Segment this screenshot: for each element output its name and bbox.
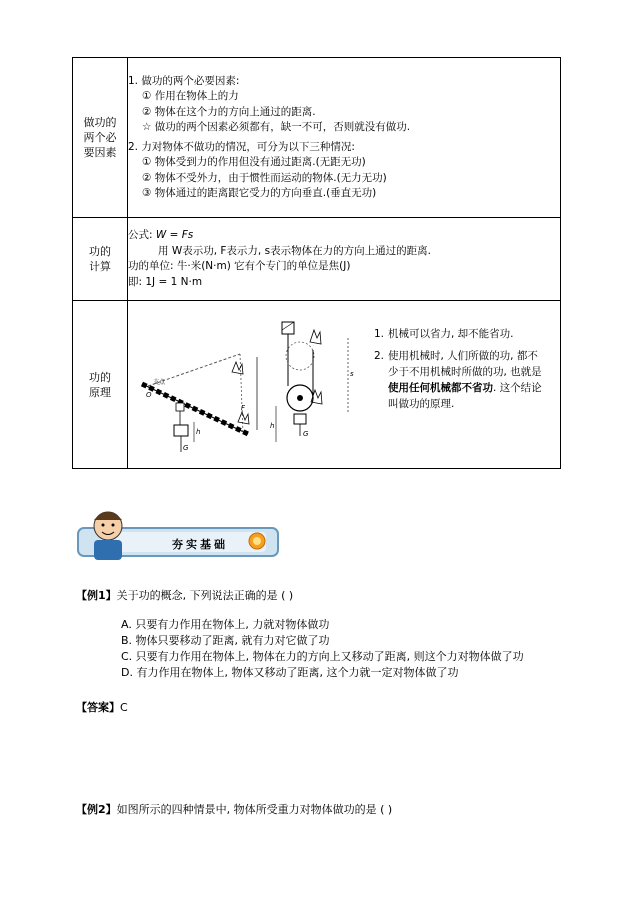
formula-prefix: 公式: — [128, 229, 156, 241]
item-number: 2. — [374, 349, 385, 362]
option-b: B. 物体只要移动了距离, 就有力对它做了功 — [121, 634, 330, 647]
machine-figure — [128, 302, 368, 468]
example1-answer — [76, 700, 128, 716]
label-line: 原理 — [89, 385, 111, 399]
principle-item — [374, 326, 544, 342]
work-principle-content — [128, 301, 561, 469]
lever-illustration — [142, 354, 257, 452]
text-line: ③ 物体通过的距离跟它受力的方向垂直.(垂直无功) — [142, 187, 377, 199]
text-line: ② 物体在这个力的方向上通过的距离. — [142, 105, 316, 118]
example1-question — [76, 588, 293, 604]
formula: W = Fs — [155, 229, 194, 241]
row-label-work-factors — [73, 58, 128, 218]
row-work-calculation — [73, 218, 561, 301]
option-c: C. 只要有力作用在物体上, 物体在力的方向上又移动了距离, 则这个力对物体做了功 — [121, 650, 524, 663]
row-work-factors — [73, 58, 561, 218]
formula-line — [128, 228, 560, 244]
text-line: 功的单位: 牛·米(N·m) 它有个专门的单位是焦(J) — [128, 260, 351, 272]
principle-item — [374, 348, 544, 412]
text-line: 即: 1J = 1 N·m — [128, 275, 203, 288]
item-text: 机械可以省力, 却不能省功. — [388, 327, 514, 340]
knowledge-table — [72, 57, 561, 469]
text-line: 1. 做功的两个必要因素: — [128, 74, 240, 87]
label-line: 功的 — [89, 370, 111, 384]
weight-label-lever: G — [183, 443, 189, 452]
point-o-label: O — [146, 390, 152, 399]
label-line: 计算 — [89, 260, 111, 273]
banner-title: 夯实基础 — [172, 538, 228, 551]
principle-list — [374, 326, 544, 418]
example2-question — [76, 802, 392, 818]
label-line: 两个必 — [83, 131, 117, 144]
force-label-lever: F — [241, 403, 246, 412]
example1-tag: 【例1】 — [76, 589, 117, 602]
work-calculation-content — [128, 218, 561, 301]
distance-label: s — [350, 369, 354, 378]
text-line: 用 W表示功, F表示力, s表示物体在力的方向上通过的距离. — [158, 244, 431, 257]
text-line: ☆ 做功的两个因素必须都有，缺一不可，否则就没有做功. — [142, 121, 411, 133]
height-label: h — [196, 427, 201, 436]
text-line: ① 作用在物体上的力 — [142, 90, 239, 102]
weight-label-pulley: G — [303, 429, 309, 438]
item-number: 1. — [374, 327, 385, 340]
item-text: . 这个结论叫做功的原理. — [388, 381, 542, 410]
fulcrum-label: 支点 — [153, 378, 166, 386]
text-line: 2. 力对物体不做功的情况，可分为以下三种情况: — [128, 140, 355, 153]
option-d: D. 有力作用在物体上, 物体又移动了距离, 这个力就一定对物体做了功 — [121, 666, 459, 679]
example2-tag: 【例2】 — [76, 803, 117, 816]
example2-question-text: 如图所示的四种情景中, 物体所受重力对物体做功的是 ( ) — [116, 803, 393, 816]
answer-value: C — [120, 701, 128, 714]
pulley-illustration — [270, 322, 354, 442]
work-factors-content — [128, 58, 561, 218]
text-line: ② 物体不受外力，由于惯性而运动的物体.(无力无功) — [142, 171, 387, 184]
row-work-principle — [73, 301, 561, 469]
answer-tag: 【答案】 — [76, 701, 120, 714]
section-banner — [72, 504, 284, 562]
label-line: 功的 — [89, 245, 111, 258]
text-line: ① 物体受到力的作用但没有通过距离.(无距无功) — [142, 156, 366, 168]
label-line: 要因素 — [83, 146, 117, 159]
row-label-work-calculation — [73, 218, 128, 301]
row-label-work-principle — [73, 301, 128, 469]
example1-question-text: 关于功的概念, 下列说法正确的是 ( ) — [116, 589, 294, 602]
height-label-pulley: h — [270, 421, 275, 430]
item-text-bold: 使用任何机械都不省功 — [388, 381, 493, 394]
item-text: 使用机械时, 人们所做的功, 都不少于不用机械时所做的功, 也就是 — [388, 349, 542, 378]
option-a: A. 只要有力作用在物体上, 力就对物体做功 — [121, 618, 330, 631]
teacher-cartoon-icon — [94, 512, 122, 560]
label-line: 做功的 — [83, 116, 117, 129]
